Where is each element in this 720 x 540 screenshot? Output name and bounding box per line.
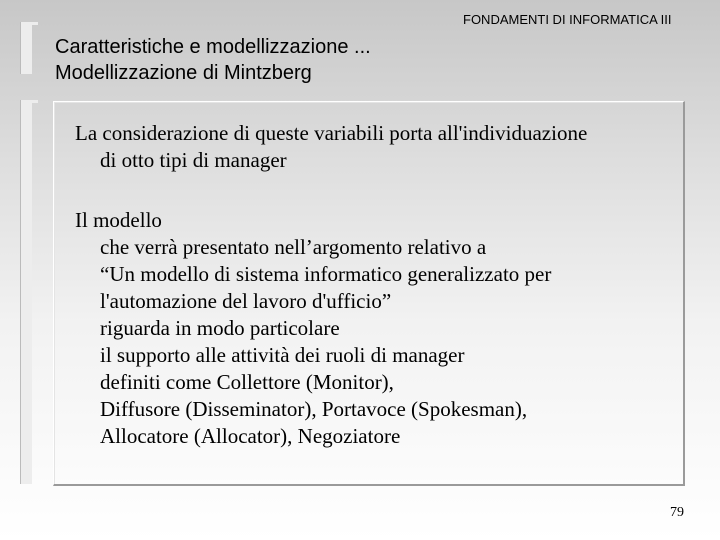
paragraph-2-line: definiti come Collettore (Monitor),: [100, 370, 394, 394]
paragraph-2-line: “Un modello di sistema informatico generalizzato per: [100, 262, 552, 286]
slide-title-line-1: Caratteristiche e modellizzazione ...: [55, 36, 371, 58]
paragraph-1-line-2: di otto tipi di manager: [100, 148, 287, 172]
course-header: FONDAMENTI DI INFORMATICA III: [463, 12, 672, 27]
paragraph-2-line: Diffusore (Disseminator), Portavoce (Spokesman),: [100, 397, 528, 421]
paragraph-2-line: che verrà presentato nell’argomento relativo a: [100, 235, 487, 259]
paragraph-2: [75, 207, 551, 450]
body-bracket-decoration: [20, 100, 38, 484]
paragraph-2-lead: Il modello: [75, 208, 162, 232]
paragraph-2-line: il supporto alle attività dei ruoli di manager: [100, 343, 465, 367]
page-number: 79: [670, 505, 684, 520]
paragraph-2-line: l'automazione del lavoro d'ufficio”: [100, 289, 392, 313]
title-bracket-decoration: [20, 22, 38, 74]
slide-title: [55, 34, 415, 86]
paragraph-2-line: Allocatore (Allocator), Negoziatore: [100, 424, 401, 448]
slide-title-line-2: Modellizzazione di Mintzberg: [55, 62, 312, 84]
paragraph-1-line-1: La considerazione di queste variabili porta all'individuazione: [75, 121, 588, 145]
paragraph-2-line: riguarda in modo particolare: [100, 316, 340, 340]
paragraph-1: [75, 120, 587, 174]
